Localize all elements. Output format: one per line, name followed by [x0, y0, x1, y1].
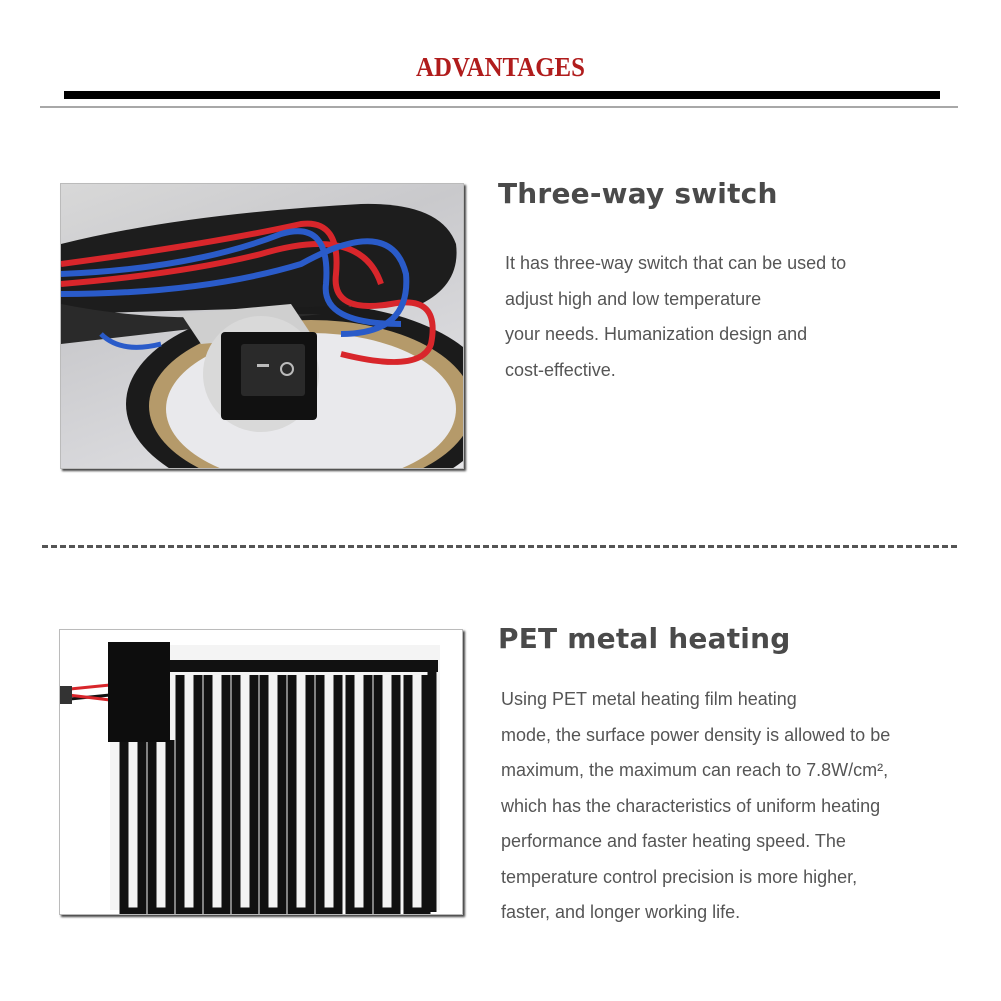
body-line: your needs. Humanization design and	[505, 324, 808, 344]
body-line: Using PET metal heating film heating	[501, 689, 797, 709]
body-line: faster, and longer working life.	[501, 902, 741, 922]
body-line: mode, the surface power density is allowed to be	[501, 724, 891, 745]
body-line: It has three-way switch that can be used to	[505, 253, 847, 273]
section-heading-three-way-switch: Three-way switch	[498, 177, 778, 210]
header-divider-thin	[40, 106, 958, 108]
body-line: maximum, the maximum can reach to 7.8W/cm²,	[501, 760, 889, 780]
page-title: ADVANTAGES	[416, 52, 585, 82]
section-heading-pet-metal-heating: PET metal heating	[498, 622, 791, 655]
body-line: temperature control precision is more higher,	[501, 866, 858, 887]
section-body-pet-metal-heating	[501, 682, 890, 931]
body-line: adjust high and low temperature	[505, 288, 762, 309]
switch-photo	[60, 183, 464, 469]
body-line: performance and faster heating speed. The	[501, 831, 846, 851]
body-line: cost-effective.	[505, 359, 616, 380]
heating-film-photo	[59, 629, 463, 915]
section-divider-dashed	[42, 545, 958, 548]
section-body-three-way-switch	[505, 246, 846, 388]
body-line: which has the characteristics of uniform heating	[501, 795, 881, 816]
header-divider-thick	[64, 91, 940, 99]
